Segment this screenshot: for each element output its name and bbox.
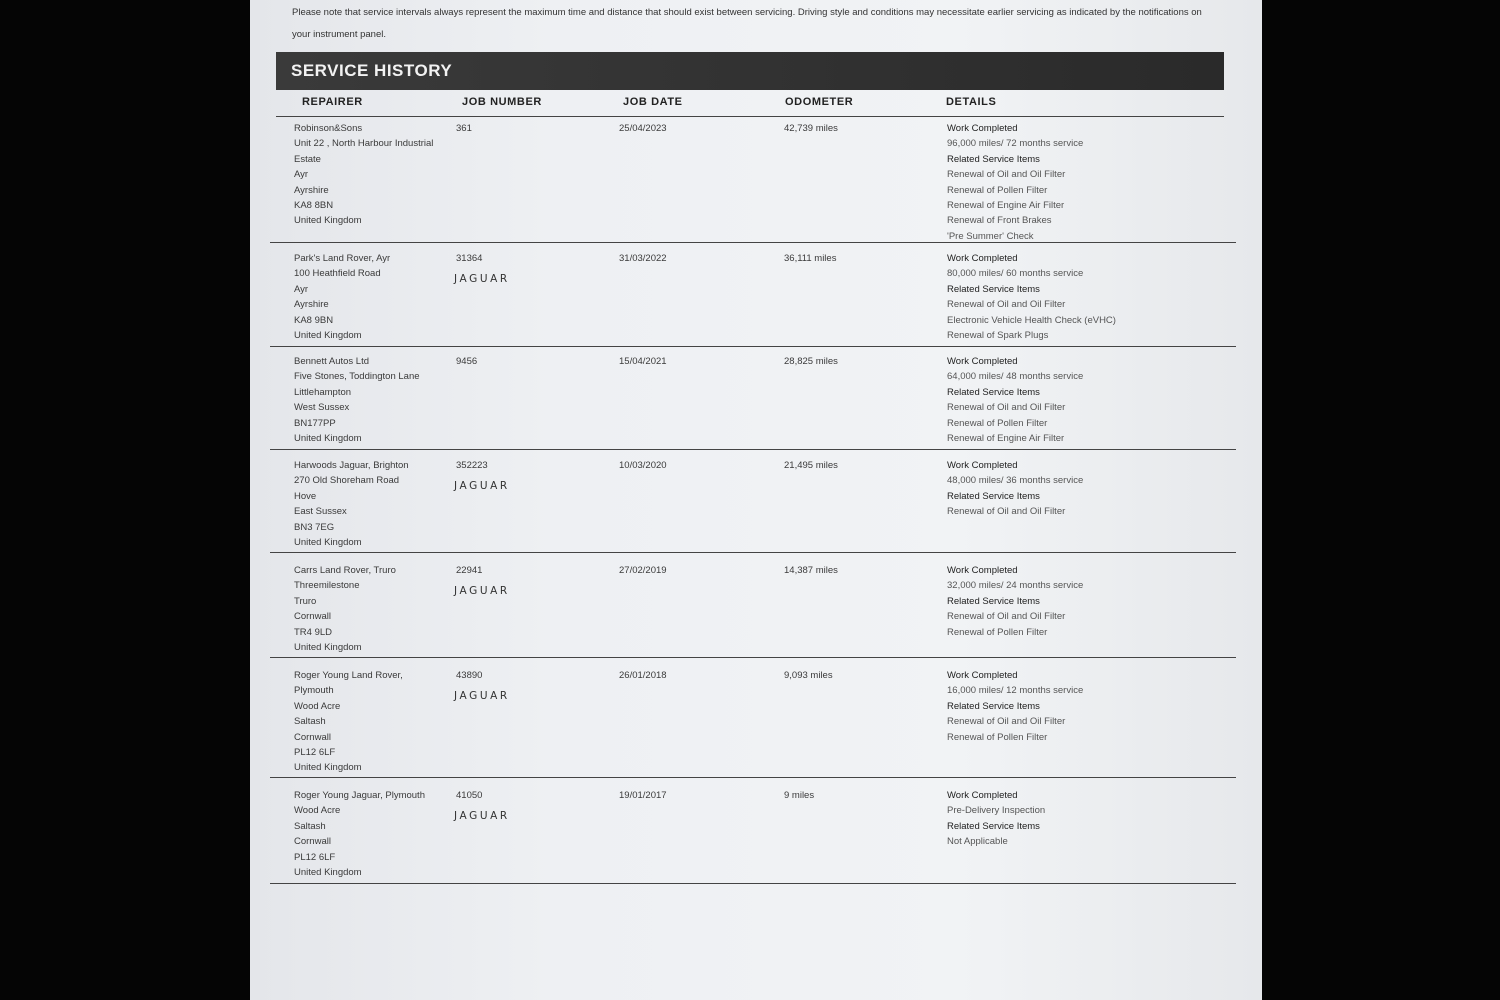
repairer-address [294,563,396,655]
jaguar-logo: JAGUAR [454,273,510,285]
entry-divider [270,777,1236,778]
repairer-address-line: Saltash [294,820,326,832]
details-heading: Related Service Items [947,490,1040,502]
details-line: 48,000 miles/ 36 months service [947,475,1084,487]
job-date: 19/01/2017 [619,790,667,801]
details-line: Renewal of Oil and Oil Filter [947,506,1066,518]
details-heading: Related Service Items [947,820,1040,832]
jaguar-logo: JAGUAR [454,810,510,822]
details-line: Renewal of Engine Air Filter [947,433,1065,445]
service-details [947,563,1083,640]
details-heading: Work Completed [947,123,1018,134]
repairer-address-line: Ayr [294,283,309,295]
details-heading: Work Completed [947,356,1018,367]
service-details [947,668,1083,745]
details-line: 32,000 miles/ 24 months service [947,580,1084,592]
entry-divider [270,657,1236,658]
details-line: Electronic Vehicle Health Check (eVHC) [947,314,1116,326]
repairer-address-line: Five Stones, Toddington Lane [294,371,420,383]
details-line: 80,000 miles/ 60 months service [947,268,1084,280]
job-number: 352223 [456,460,488,471]
column-header-job-date: JOB DATE [623,96,683,108]
repairer-address-line: United Kingdom [294,215,362,227]
repairer-address-line: Harwoods Jaguar, Brighton [294,460,409,471]
repairer-address-line: Ayr [294,169,309,181]
details-line: 'Pre Summer' Check [947,230,1034,242]
column-header-odometer: ODOMETER [785,96,854,108]
repairer-address-line: United Kingdom [294,762,362,774]
repairer-address-line: Park's Land Rover, Ayr [294,253,391,264]
details-line: Renewal of Spark Plugs [947,330,1049,342]
entry-divider [270,449,1236,450]
repairer-address [294,458,409,550]
details-line: 96,000 miles/ 72 months service [947,138,1084,150]
details-heading: Work Completed [947,460,1018,471]
repairer-address-line: 100 Heathfield Road [294,268,381,280]
details-line: 64,000 miles/ 48 months service [947,371,1084,383]
repairer-address-line: United Kingdom [294,433,362,445]
repairer-address [294,251,390,343]
repairer-address-line: PL12 6LF [294,747,336,759]
service-details [947,458,1083,520]
details-heading: Related Service Items [947,700,1040,712]
job-date: 26/01/2018 [619,670,667,681]
job-date: 31/03/2022 [619,253,667,264]
repairer-address-line: Ayrshire [294,184,329,196]
odometer-reading: 14,387 miles [784,565,838,576]
repairer-address-line: Threemilestone [294,580,360,592]
job-date: 15/04/2021 [619,356,667,367]
job-date: 27/02/2019 [619,565,667,576]
entry-divider [270,346,1236,347]
service-record-page [250,0,1262,1000]
service-details [947,354,1083,446]
details-line: Pre-Delivery Inspection [947,805,1046,817]
details-line: Renewal of Pollen Filter [947,184,1048,196]
odometer-reading: 28,825 miles [784,356,838,367]
repairer-address-line: Truro [294,595,317,607]
job-number: 9456 [456,356,478,367]
details-heading: Related Service Items [947,386,1040,398]
repairer-address [294,668,403,776]
repairer-address-line: Hove [294,490,317,502]
repairer-address-line: BN177PP [294,417,336,429]
odometer-reading: 36,111 miles [784,253,837,264]
repairer-address-line: Carrs Land Rover, Truro [294,565,396,576]
details-heading: Work Completed [947,790,1018,801]
job-number: 43890 [456,670,483,681]
service-details [947,251,1116,343]
repairer-address-line: Roger Young Jaguar, Plymouth [294,790,425,801]
repairer-address [294,121,433,229]
service-details [947,788,1045,850]
job-number: 22941 [456,565,483,576]
details-line: Renewal of Pollen Filter [947,626,1048,638]
column-header-details: DETAILS [946,96,997,108]
repairer-address-line: East Sussex [294,506,347,518]
repairer-address-line: United Kingdom [294,330,362,342]
repairer-address-line: PL12 6LF [294,851,336,863]
details-line: Renewal of Oil and Oil Filter [947,402,1066,414]
repairer-address-line: KA8 9BN [294,314,334,326]
entry-divider [270,552,1236,553]
repairer-address-line: 270 Old Shoreham Road [294,475,400,487]
repairer-address-line: Cornwall [294,836,331,848]
details-line: Renewal of Oil and Oil Filter [947,299,1066,311]
odometer-reading: 9 miles [784,790,815,801]
repairer-address-line: United Kingdom [294,867,362,879]
details-heading: Related Service Items [947,595,1040,607]
details-heading: Work Completed [947,253,1018,264]
details-heading: Work Completed [947,565,1018,576]
repairer-address-line: Robinson&Sons [294,123,363,134]
repairer-address-line: Cornwall [294,611,331,623]
repairer-address-line: Estate [294,153,321,165]
repairer-address-line: TR4 9LD [294,626,333,638]
job-date: 10/03/2020 [619,460,667,471]
header-divider [276,116,1224,117]
details-heading: Work Completed [947,670,1018,681]
entry-divider [270,883,1236,884]
repairer-address-line: United Kingdom [294,537,362,549]
details-heading: Related Service Items [947,153,1040,165]
repairer-address-line: KA8 8BN [294,200,334,212]
job-number: 361 [456,123,472,134]
repairer-address-line: Littlehampton [294,386,352,398]
column-header-repairer: REPAIRER [302,96,363,108]
details-line: 16,000 miles/ 12 months service [947,685,1084,697]
details-line: Renewal of Pollen Filter [947,731,1048,743]
entry-divider [270,242,1236,243]
job-number: 31364 [456,253,483,264]
repairer-address [294,354,420,446]
details-heading: Related Service Items [947,283,1040,295]
service-details [947,121,1083,244]
jaguar-logo: JAGUAR [454,585,510,597]
section-banner [276,52,1224,90]
job-date: 25/04/2023 [619,123,667,134]
column-header-job-number: JOB NUMBER [462,96,542,108]
jaguar-logo: JAGUAR [454,690,510,702]
repairer-address-line: United Kingdom [294,642,362,654]
job-number: 41050 [456,790,483,801]
details-line: Renewal of Pollen Filter [947,417,1048,429]
repairer-address-line: Wood Acre [294,700,341,712]
odometer-reading: 42,739 miles [784,123,838,134]
details-line: Renewal of Oil and Oil Filter [947,611,1066,623]
repairer-address-line: Cornwall [294,731,331,743]
repairer-address [294,788,425,880]
repairer-address-line: Ayrshire [294,299,329,311]
repairer-address-line: Saltash [294,716,326,728]
repairer-address-line: Roger Young Land Rover, [294,670,403,681]
repairer-address-line: BN3 7EG [294,521,335,533]
jaguar-logo: JAGUAR [454,480,510,492]
odometer-reading: 21,495 miles [784,460,838,471]
details-line: Renewal of Oil and Oil Filter [947,716,1066,728]
details-line: Renewal of Oil and Oil Filter [947,169,1066,181]
repairer-address-line: Bennett Autos Ltd [294,356,370,367]
section-title: SERVICE HISTORY [291,61,453,80]
repairer-address-line: Plymouth [294,685,334,697]
repairer-address-line: West Sussex [294,402,350,414]
repairer-address-line: Unit 22 , North Harbour Industrial [294,138,434,150]
service-interval-notice: Please note that service intervals always represent the maximum time and distance that should exist between servicing. Driving style and conditions may necessitate earlier servicing as indicated by the notifications on your instrument panel. [292,7,1202,40]
details-line: Renewal of Engine Air Filter [947,200,1065,212]
repairer-address-line: Wood Acre [294,805,341,817]
details-line: Renewal of Front Brakes [947,215,1052,227]
details-line: Not Applicable [947,836,1008,848]
odometer-reading: 9,093 miles [784,670,833,681]
